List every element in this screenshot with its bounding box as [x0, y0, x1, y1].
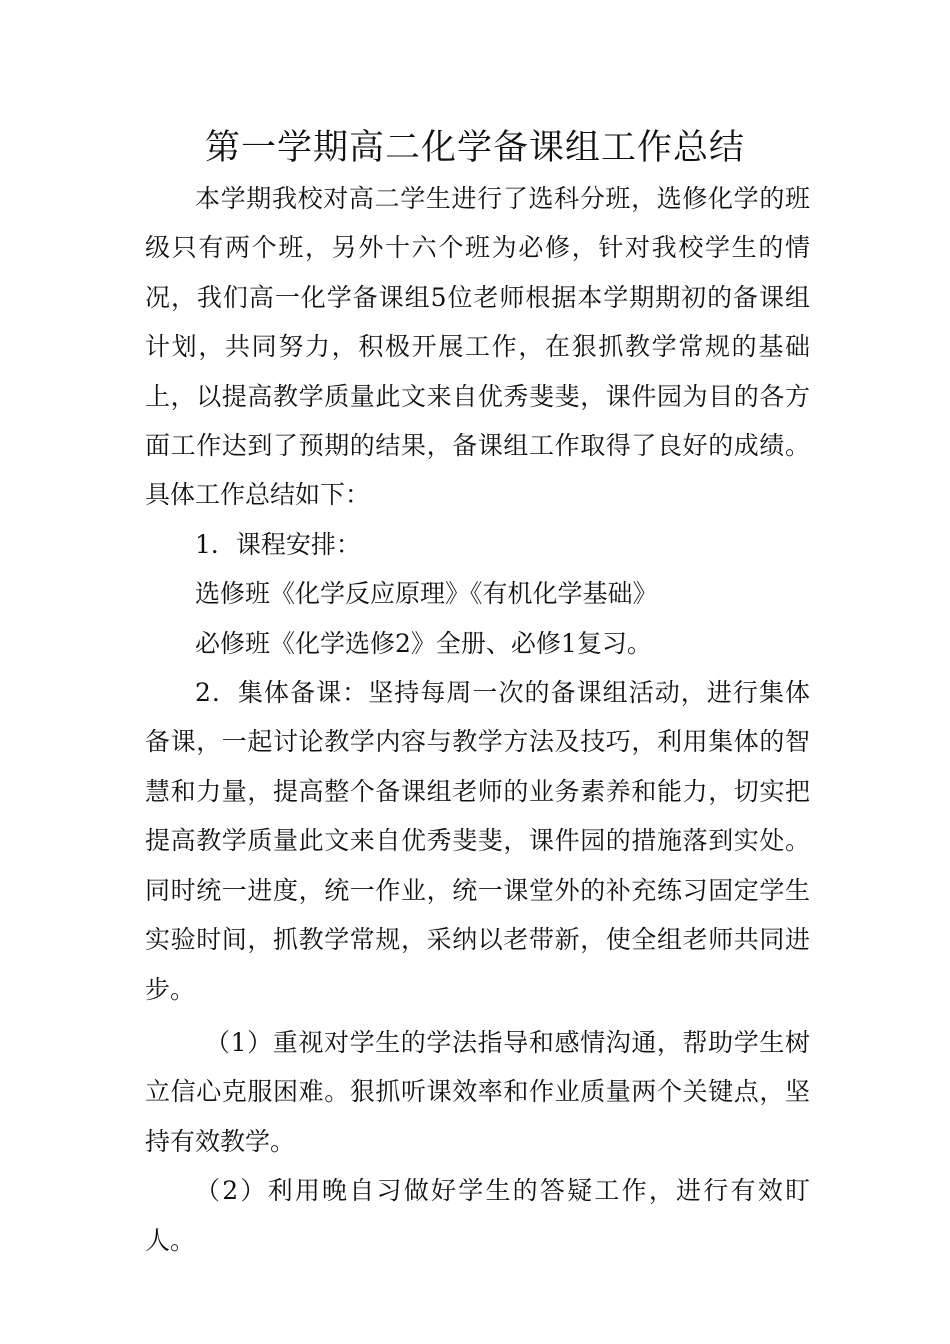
elective-class-courses: 选修班《化学反应原理》《有机化学基础》 — [195, 579, 658, 609]
collective-lesson-prep-paragraph: 2．集体备课：坚持每周一次的备课组活动，进行集体备课，一起讨论教学内容与教学方法及技巧，利用集体的智慧和力量，提高整个备课组老师的业务素养和能力，切实把提高教学质量此文来自优秀斐斐，课件园的措施落到实处。同时统一进度，统一作业，统一课堂外的补充练习固定学生实验时间，抓教学常规，采纳以老带新，使全组老师共同进步。 — [145, 678, 810, 1004]
sub-point-2: （2）利用晚自习做好学生的答疑工作，进行有效盯人。 — [145, 1176, 810, 1255]
document-body — [145, 174, 810, 1265]
sub-point-1: （1）重视对学生的学法指导和感情沟通，帮助学生树立信心克服困难。狠抓听课效率和作业质量两个关键点，坚持有效教学。 — [145, 1027, 810, 1156]
document-title: 第一学期高二化学备课组工作总结 — [204, 128, 745, 168]
intro-paragraph: 本学期我校对高二学生进行了选科分班，选修化学的班级只有两个班，另外十六个班为必修，针对我校学生的情况，我们高一化学备课组5位老师根据本学期期初的备课组计划，共同努力，积极开展工作，在狠抓教学常规的基础上，以提高教学质量此文来自优秀斐斐，课件园为目的各方面工作达到了预期的结果，备课组工作取得了良好的成绩。具体工作总结如下： — [145, 184, 810, 510]
section-heading-course-arrangement: 1．课程安排： — [195, 529, 361, 559]
required-class-courses: 必修班《化学选修2》全册、必修1复习。 — [195, 628, 652, 658]
